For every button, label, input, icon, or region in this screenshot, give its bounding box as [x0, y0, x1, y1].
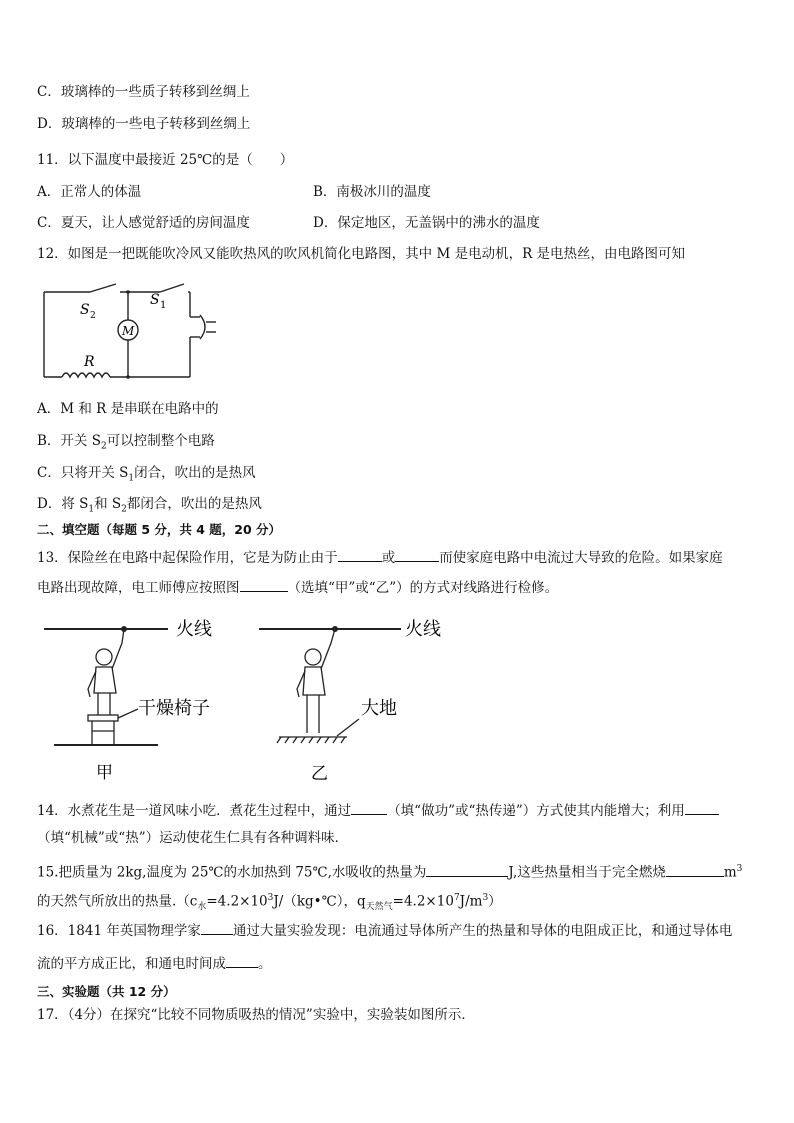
q13-blank-3[interactable] — [240, 578, 288, 592]
q16-blank-1[interactable] — [201, 921, 233, 935]
q14-blank-1[interactable] — [351, 801, 387, 815]
q11-stem: 11．以下温度中最接近 25℃的是（ ） — [37, 152, 294, 168]
q11-option-c: C．夏天，让人感觉舒适的房间温度 — [37, 215, 250, 231]
jia-wire-label: 火线 — [176, 619, 212, 640]
q15-line1: 15.把质量为 2kg,温度为 25℃的水加热到 75℃,水吸收的热量为 J,这些热量相当于完全燃烧 $m^3$ — [37, 864, 743, 881]
q13-blank-2[interactable] — [395, 548, 439, 562]
q12-option-d: D．将 $S_1$和 $S_2$都闭合，吹出的是热风 — [37, 496, 262, 515]
motor-label: M — [122, 324, 135, 338]
q14-line1: 14．水煮花生是一道风味小吃．煮花生过程中，通过 （填“做功”或“热传递”）方式使其内能增大；利用 — [37, 801, 719, 820]
q11-option-d: D．保定地区，无盖锅中的沸水的温度 — [313, 215, 540, 231]
jia-caption: 甲 — [96, 763, 113, 783]
figure-yi-electrician-on-ground — [255, 615, 465, 785]
q15-line2: 的天然气所放出的热量$.(c_水=4.2\times 10^3J/(kg•℃)$，$q_{天然气}=4.2\times 10^7J/m^3$） — [37, 893, 502, 913]
q13-line2: 电路出现故障，电工师傅应按照图 （选填“甲”或“乙”）的方式对线路进行检修。 — [37, 580, 559, 596]
q16-blank-2[interactable] — [226, 954, 258, 968]
q12-stem: 12．如图是一把既能吹冷风又能吹热风的吹风机简化电路图，其中 M 是电动机，R 是电热丝，由电路图可知 — [37, 246, 686, 262]
yi-stand-label: 大地 — [361, 698, 397, 719]
section-fill-blank-heading: 二、填空题（每题 5 分，共 4 题，20 分） — [37, 522, 282, 537]
q16-line2: 流的平方成正比，和通电时间成 。 — [37, 956, 272, 972]
q12-option-a: A．M 和 R 是串联在电路中的 — [37, 401, 219, 417]
resistor-label: R — [84, 354, 95, 370]
q14-blank-2[interactable] — [685, 801, 719, 815]
q17-stem: 17．（4分）在探究“比较不同物质吸热的情况”实验中，实验装如图所示． — [37, 1007, 475, 1023]
q12-option-b: B．开关 $S_2$可以控制整个电路 — [37, 433, 215, 452]
jia-stand-label: 干燥椅子 — [138, 698, 210, 719]
q11-option-a: A．正常人的体温 — [37, 184, 142, 200]
section-experiment-heading: 三、实验题（共 12 分） — [37, 984, 176, 999]
q14-line2: （填“机械”或“热”）运动使花生仁具有各种调料味． — [37, 830, 349, 846]
q13-blank-1[interactable] — [338, 548, 382, 562]
figure-jia-electrician-on-chair — [40, 615, 250, 785]
s1-label: S — [150, 292, 160, 308]
q15-blank-1[interactable] — [426, 863, 508, 877]
q16-line1: 16．1841 年英国物理学家 通过大量实验发现：电流通过导体所产生的热量和导体的电阻成正比，和通过导体电 — [37, 923, 733, 939]
q11-option-b: B．南极冰川的温度 — [313, 184, 431, 200]
s1-sub: 1 — [160, 300, 167, 311]
q12-option-c: C．只将开关 $S_1$闭合，吹出的是热风 — [37, 465, 256, 484]
q15-blank-2[interactable] — [666, 863, 724, 877]
q10-option-d: D．玻璃棒的一些电子转移到丝绸上 — [37, 116, 251, 132]
q10-option-c: C．玻璃棒的一些质子转移到丝绸上 — [37, 84, 250, 100]
s2-label: S — [80, 302, 90, 318]
q13-line1: 13．保险丝在电路中起保险作用，它是为防止由于 或 而使家庭电路中电流过大导致的危险。如果家庭 — [37, 550, 723, 566]
yi-caption: 乙 — [311, 764, 328, 784]
yi-wire-label: 火线 — [405, 619, 441, 640]
s2-sub: 2 — [90, 311, 96, 321]
hair-dryer-circuit-diagram — [40, 282, 220, 382]
